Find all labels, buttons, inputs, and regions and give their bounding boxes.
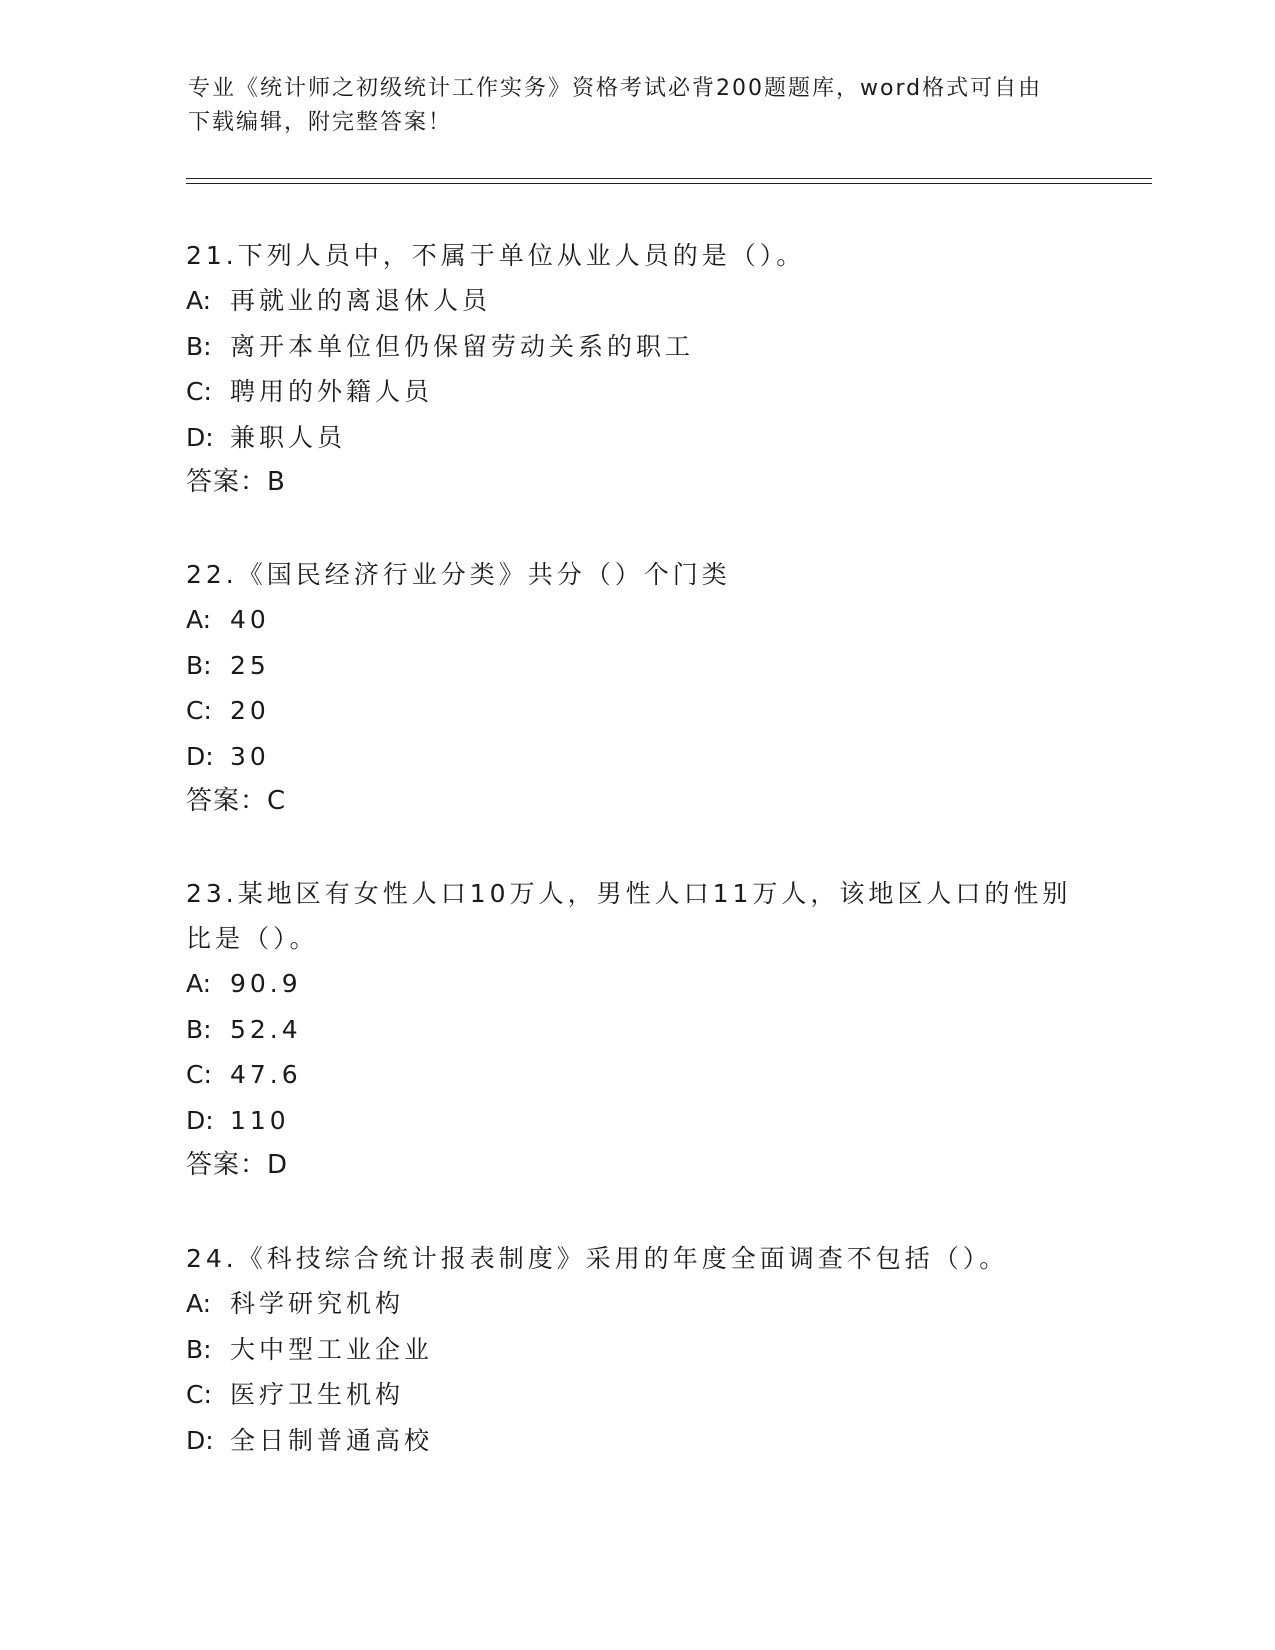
option-text: 全日制普通高校 bbox=[230, 1425, 434, 1455]
option-text: 科学研究机构 bbox=[230, 1289, 405, 1318]
option-text: 聘用的外籍人员 bbox=[230, 377, 434, 406]
option-text: 25 bbox=[230, 650, 270, 680]
option-key: C: bbox=[186, 377, 212, 406]
option-c bbox=[186, 688, 1086, 734]
question-stem: 24.《科技综合统计报表制度》采用的年度全面调查不包括（）。 bbox=[186, 1244, 1009, 1273]
option-c bbox=[186, 1052, 1086, 1098]
header-divider-bottom bbox=[186, 183, 1152, 184]
option-key: A: bbox=[186, 605, 212, 634]
option-a bbox=[186, 278, 1086, 324]
option-key: B: bbox=[186, 331, 212, 361]
option-c bbox=[186, 1372, 1086, 1418]
option-b bbox=[186, 324, 1086, 370]
option-text: 40 bbox=[230, 605, 270, 634]
option-key: A: bbox=[186, 969, 212, 998]
option-text: 离开本单位但仍保留劳动关系的职工 bbox=[230, 331, 695, 361]
question-21 bbox=[186, 233, 1086, 505]
option-text: 20 bbox=[230, 696, 270, 725]
answer-line: 答案：B bbox=[186, 467, 286, 497]
option-b bbox=[186, 1007, 1086, 1053]
option-key: A: bbox=[186, 286, 212, 315]
option-a bbox=[186, 597, 1086, 643]
question-stem: 23.某地区有女性人口10万人，男性人口11万人，该地区人口的性别比是（）。 bbox=[186, 879, 1072, 953]
question-22 bbox=[186, 552, 1086, 824]
option-text: 90.9 bbox=[230, 969, 302, 998]
option-key: C: bbox=[186, 1380, 212, 1409]
option-key: D: bbox=[186, 422, 214, 452]
option-key: B: bbox=[186, 650, 212, 680]
document-header bbox=[188, 72, 1088, 140]
option-key: D: bbox=[186, 1105, 214, 1135]
option-text: 110 bbox=[230, 1105, 290, 1135]
option-text: 47.6 bbox=[230, 1060, 302, 1089]
option-text: 兼职人员 bbox=[230, 422, 347, 452]
option-a bbox=[186, 961, 1086, 1007]
answer-line: 答案：C bbox=[186, 786, 287, 816]
option-text: 30 bbox=[230, 741, 270, 771]
option-b bbox=[186, 1327, 1086, 1373]
option-text: 再就业的离退休人员 bbox=[230, 286, 492, 315]
option-c bbox=[186, 369, 1086, 415]
header-divider-top bbox=[186, 178, 1152, 179]
option-text: 52.4 bbox=[230, 1014, 302, 1044]
question-23 bbox=[186, 871, 1086, 1188]
option-d bbox=[186, 415, 1086, 461]
option-key: B: bbox=[186, 1014, 212, 1044]
option-b bbox=[186, 643, 1086, 689]
option-d bbox=[186, 734, 1086, 780]
option-d bbox=[186, 1418, 1086, 1464]
option-key: B: bbox=[186, 1334, 212, 1364]
question-stem: 22.《国民经济行业分类》共分（）个门类 bbox=[186, 560, 731, 589]
answer-line: 答案：D bbox=[186, 1150, 289, 1180]
header-line-1: 专业《统计师之初级统计工作实务》资格考试必背200题题库，word格式可自由 bbox=[188, 76, 1043, 101]
option-a bbox=[186, 1281, 1086, 1327]
question-stem: 21.下列人员中，不属于单位从业人员的是（）。 bbox=[186, 241, 806, 270]
option-text: 医疗卫生机构 bbox=[230, 1380, 405, 1409]
option-key: C: bbox=[186, 1060, 212, 1089]
header-line-2: 下载编辑，附完整答案！ bbox=[188, 110, 453, 135]
option-key: C: bbox=[186, 696, 212, 725]
option-key: D: bbox=[186, 1425, 214, 1455]
option-key: D: bbox=[186, 741, 214, 771]
option-text: 大中型工业企业 bbox=[230, 1334, 434, 1364]
option-key: A: bbox=[186, 1289, 212, 1318]
option-d bbox=[186, 1098, 1086, 1144]
question-24 bbox=[186, 1236, 1086, 1463]
